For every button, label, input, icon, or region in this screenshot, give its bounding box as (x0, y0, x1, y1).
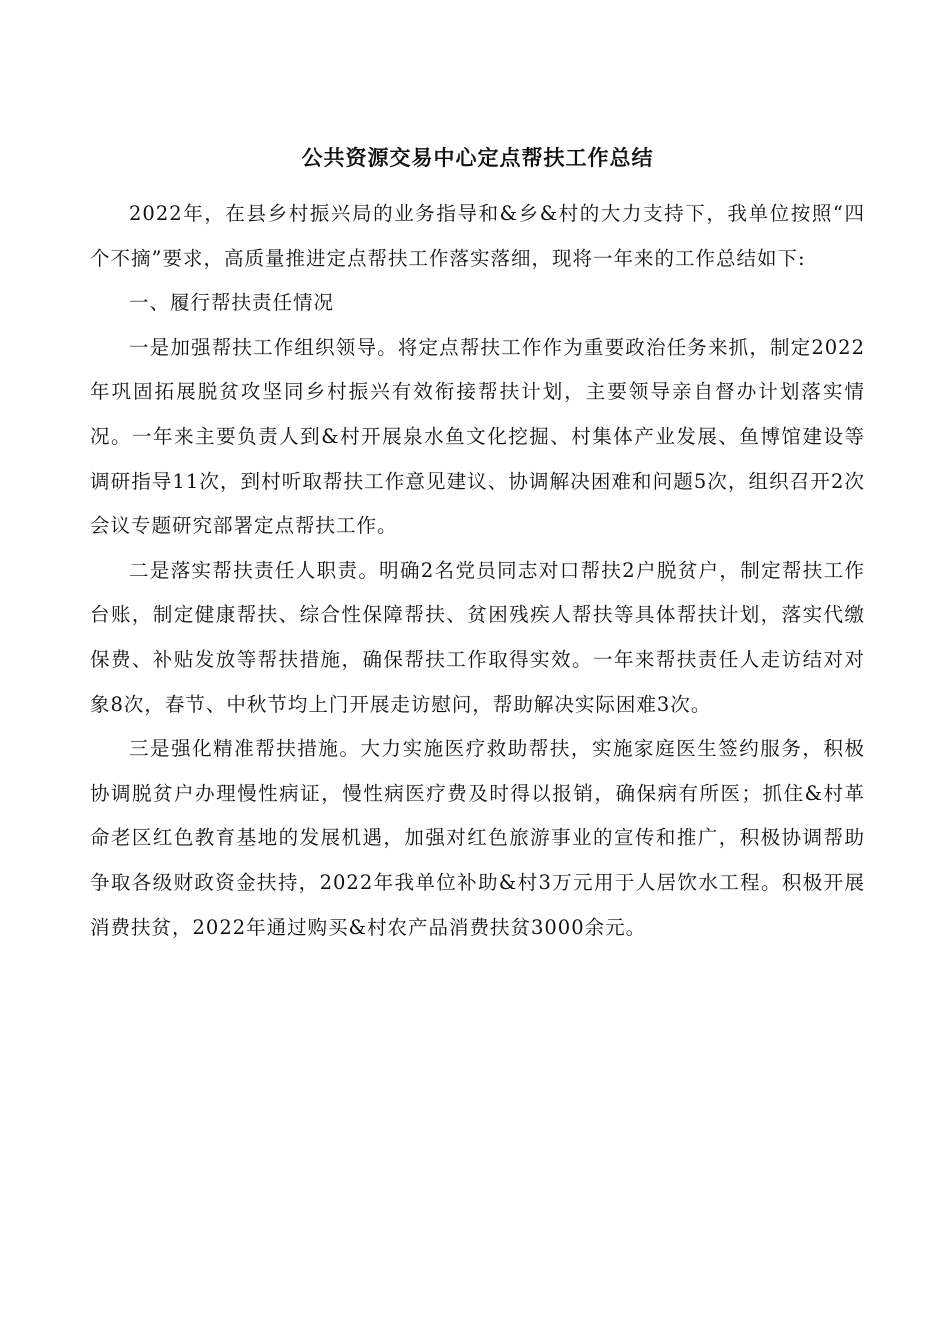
paragraph-precise-measures: 三是强化精准帮扶措施。大力实施医疗救助帮扶，实施家庭医生签约服务，积极协调脱贫户办理慢性病证，慢性病医疗费及时得以报销，确保病有所医；抓住&村革命老区红色教育基地的发展机遇，加强对红色旅游事业的宣传和推广，积极协调帮助争取各级财政资金扶持，2022年我单位补助&村3万元用于人居饮水工程。积极开展消费扶贫，2022年通过购买&村农产品消费扶贫3000余元。 (90, 737, 865, 939)
paragraph-organization-leadership: 一是加强帮扶工作组织领导。将定点帮扶工作作为重要政治任务来抓，制定2022年巩固拓展脱贫攻坚同乡村振兴有效衔接帮扶计划，主要领导亲自督办计划落实情况。一年来主要负责人到&村开展泉水鱼文化挖掘、村集体产业发展、鱼博馆建设等调研指导11次，到村听取帮扶工作意见建议、协调解决困难和问题5次，组织召开2次会议专题研究部署定点帮扶工作。 (90, 335, 865, 538)
document-title: 公共资源交易中心定点帮扶工作总结 (301, 145, 654, 170)
section-heading-1: 一、履行帮扶责任情况 (129, 291, 335, 315)
paragraph-responsibility: 二是落实帮扶责任人职责。明确2名党员同志对口帮扶2户脱贫户，制定帮扶工作台账，制定健康帮扶、综合性保障帮扶、贫困残疾人帮扶等具体帮扶计划，落实代缴保费、补贴发放等帮扶措施，确保帮扶工作取得实效。一年来帮扶责任人走访结对对象8次，春节、中秋节均上门开展走访慰问，帮助解决实际困难3次。 (90, 558, 865, 716)
paragraph-intro: 2022年，在县乡村振兴局的业务指导和&乡&村的大力支持下，我单位按照“四个不摘”要求，高质量推进定点帮扶工作落实落细，现将一年来的工作总结如下: (90, 202, 865, 270)
document-body (90, 192, 865, 950)
